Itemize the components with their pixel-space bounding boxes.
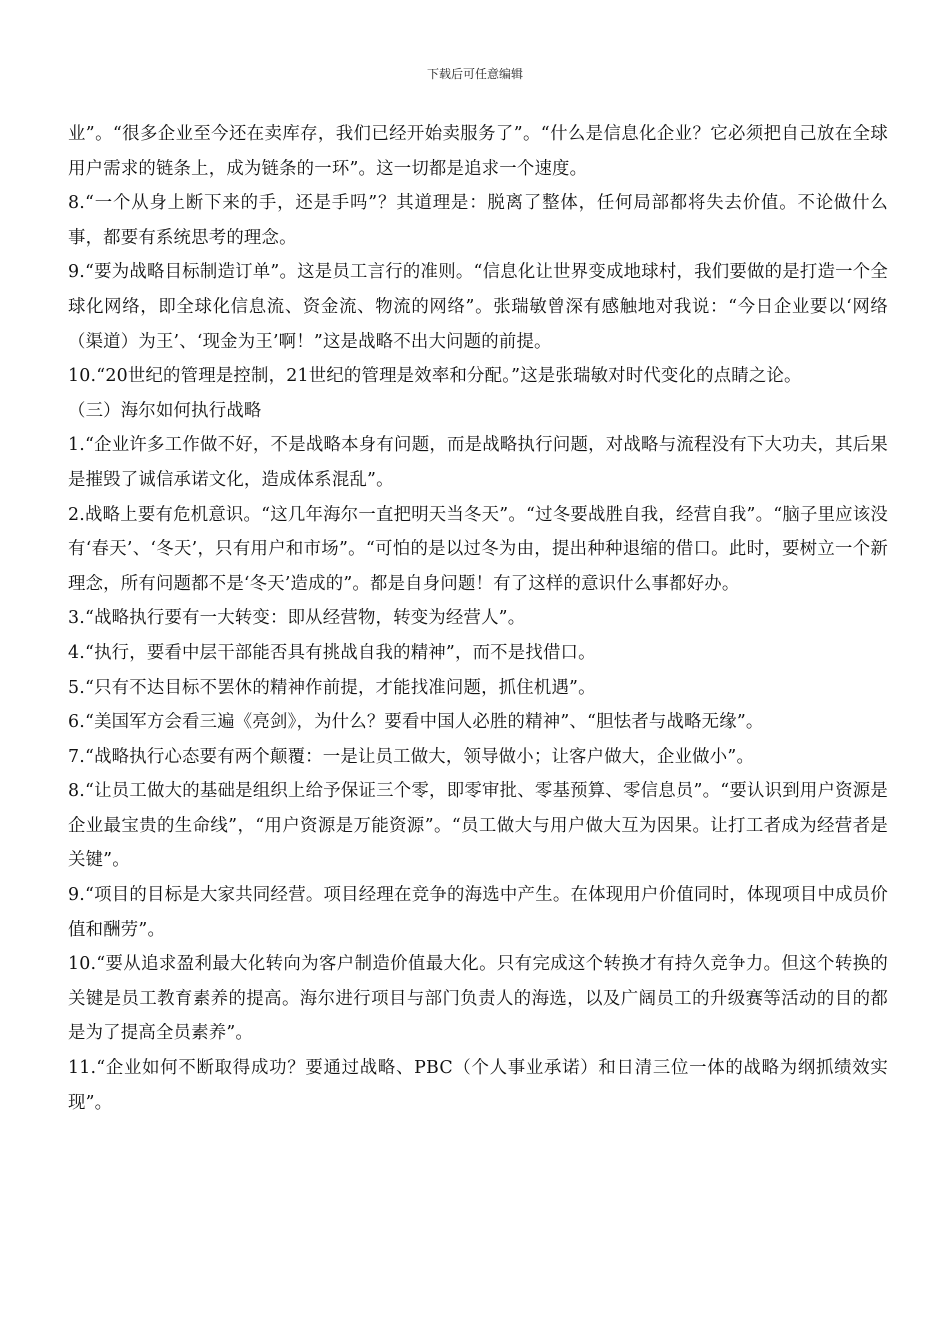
paragraph-exec-7: 7.“战略执行心态要有两个颠覆：一是让员工做大，领导做小；让客户做大，企业做小”。 bbox=[68, 746, 755, 767]
page-header: 下载后可任意编辑 bbox=[426, 67, 523, 81]
section-heading: （三）海尔如何执行战略 bbox=[68, 400, 262, 421]
paragraph-exec-11: 11.“企业如何不断取得成功？要通过战略、PBC（个人事业承诺）和日清三位一体的战略为纲抓绩效实现”。 bbox=[68, 1058, 888, 1113]
paragraph-exec-4: 4.“执行，要看中层干部能否具有挑战自我的精神”，而不是找借口。 bbox=[68, 642, 596, 663]
paragraph-exec-5: 5.“只有不达目标不罢休的精神作前提，才能找准问题，抓住机遇”。 bbox=[68, 677, 596, 698]
paragraph-exec-3: 3.“战略执行要有一大转变：即从经营物，转变为经营人”。 bbox=[68, 608, 526, 629]
paragraph-exec-1: 1.“企业许多工作做不好，不是战略本身有问题，而是战略执行问题，对战略与流程没有下大功夫，其后果是摧毁了诚信承诺文化，造成体系混乱”。 bbox=[68, 435, 888, 490]
paragraph-item-9: 9.“要为战略目标制造订单”。这是员工言行的准则。“信息化让世界变成地球村，我们要做的是打造一个全球化网络，即全球化信息流、资金流、物流的网络”。张瑞敏曾深有感触地对我说：“今日企业要以‘网络（渠道）为王’、‘现金为王’啊！”这是战略不出大问题的前提。 bbox=[68, 262, 888, 352]
paragraph-exec-2: 2.战略上要有危机意识。“这几年海尔一直把明天当冬天”。“过冬要战胜自我，经营自我”。“脑子里应该没有‘春天’、‘冬天’，只有用户和市场”。“可怕的是以过冬为由，提出种种退缩的借口。此时，要树立一个新理念，所有问题都不是‘冬天’造成的”。都是自身问题！有了这样的意识什么事都好办。 bbox=[68, 504, 888, 594]
paragraph-exec-10: 10.“要从追求盈利最大化转向为客户制造价值最大化。只有完成这个转换才有持久竞争力。但这个转换的关键是员工教育素养的提高。海尔进行项目与部门负责人的海选，以及广阔员工的升级赛等活动的目的都是为了提高全员素养”。 bbox=[68, 954, 888, 1044]
paragraph-continuation: 业”。“很多企业至今还在卖库存，我们已经开始卖服务了”。“什么是信息化企业？它必须把自己放在全球用户需求的链条上，成为链条的一环”。这一切都是追求一个速度。 bbox=[68, 124, 888, 179]
paragraph-exec-9: 9.“项目的目标是大家共同经营。项目经理在竞争的海选中产生。在体现用户价值同时，体现项目中成员价值和酬劳”。 bbox=[68, 885, 888, 940]
paragraph-item-10: 10.“20世纪的管理是控制，21世纪的管理是效率和分配。”这是张瑞敏对时代变化的点睛之论。 bbox=[68, 366, 802, 387]
paragraph-item-8: 8.“一个从身上断下来的手，还是手吗”？其道理是：脱离了整体，任何局部都将失去价值。不论做什么事，都要有系统思考的理念。 bbox=[68, 193, 888, 248]
paragraph-exec-6: 6.“美国军方会看三遍《亮剑》，为什么？要看中国人必胜的精神”、“胆怯者与战略无缘”。 bbox=[68, 712, 764, 733]
document-body bbox=[68, 117, 888, 1120]
paragraph-exec-8: 8.“让员工做大的基础是组织上给予保证三个零，即零审批、零基预算、零信息员”。“要认识到用户资源是企业最宝贵的生命线”，“用户资源是万能资源”。“员工做大与用户做大互为因果。让打工者成为经营者是关键”。 bbox=[68, 781, 888, 871]
